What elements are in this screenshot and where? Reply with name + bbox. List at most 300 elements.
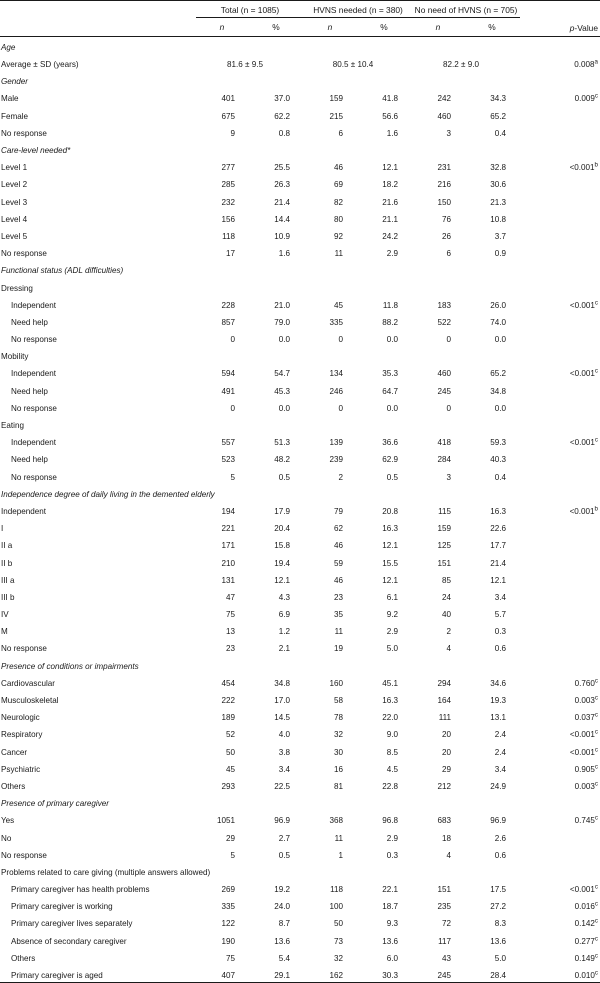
row-label: No response: [0, 845, 196, 862]
cell-hvns-needed-pct: 16.3: [356, 690, 412, 707]
cell-no-need-hvns-n: 117: [412, 931, 464, 948]
cell-total-n: 857: [196, 312, 248, 329]
cell-hvns-needed-n: 69: [304, 174, 356, 191]
subsection-header-label: Eating: [0, 415, 600, 432]
pvalue-footnote-marker: c: [595, 746, 598, 753]
cell-no-need-hvns-n: 242: [412, 88, 464, 105]
cell-pvalue: 0.010$^c$: [520, 965, 600, 983]
cell-hvns-needed-value: 80.5 ± 10.4: [304, 54, 412, 71]
cell-pvalue: [520, 398, 600, 415]
cell-hvns-needed-pct: 9.2: [356, 604, 412, 621]
cell-total-pct: 13.6: [248, 931, 304, 948]
cell-hvns-needed-pct: 36.6: [356, 432, 412, 449]
cell-total-pct: 4.0: [248, 724, 304, 741]
cell-hvns-needed-pct: 6.0: [356, 948, 412, 965]
cell-total-pct: 37.0: [248, 88, 304, 105]
cell-pvalue: 0.009$^c$: [520, 88, 600, 105]
cell-hvns-needed-n: 11: [304, 243, 356, 260]
pvalue-footnote-marker: c: [595, 93, 598, 100]
cell-pvalue: 0.905$^c$: [520, 759, 600, 776]
row-label: Others: [0, 776, 196, 793]
table-row: [0, 123, 600, 140]
cell-no-need-hvns-pct: 5.0: [464, 948, 520, 965]
row-label: Level 3: [0, 192, 196, 209]
row-label: Absence of secondary caregiver: [0, 931, 196, 948]
row-label: II b: [0, 552, 196, 569]
cell-no-need-hvns-pct: 22.6: [464, 518, 520, 535]
section-header-row: [0, 140, 600, 157]
cell-hvns-needed-pct: 15.5: [356, 552, 412, 569]
table-row: [0, 896, 600, 913]
table-row: [0, 724, 600, 741]
cell-hvns-needed-n: 23: [304, 587, 356, 604]
cell-no-need-hvns-n: 20: [412, 724, 464, 741]
pvalue-footnote-marker: c: [595, 901, 598, 908]
cell-no-need-hvns-n: 245: [412, 965, 464, 983]
cell-total-n: 269: [196, 879, 248, 896]
row-label: Level 2: [0, 174, 196, 191]
cell-total-pct: 1.2: [248, 621, 304, 638]
cell-no-need-hvns-pct: 0.6: [464, 845, 520, 862]
header-no-need-pct: %: [464, 18, 520, 36]
cell-hvns-needed-n: 215: [304, 106, 356, 123]
cell-total-pct: 0.5: [248, 467, 304, 484]
cell-hvns-needed-n: 11: [304, 621, 356, 638]
row-label: Neurologic: [0, 707, 196, 724]
cell-pvalue: [520, 535, 600, 552]
table-row: [0, 879, 600, 896]
row-label: Average ± SD (years): [0, 54, 196, 71]
cell-no-need-hvns-pct: 0.4: [464, 467, 520, 484]
subsection-header-label: Mobility: [0, 346, 600, 363]
cell-total-pct: 54.7: [248, 363, 304, 380]
cell-hvns-needed-n: 92: [304, 226, 356, 243]
cell-no-need-hvns-pct: 3.4: [464, 759, 520, 776]
pvalue-footnote-marker: c: [595, 952, 598, 959]
header-sub-blank-cell: [0, 18, 196, 36]
cell-total-n: 9: [196, 123, 248, 140]
cell-pvalue: [520, 621, 600, 638]
row-label: No response: [0, 398, 196, 415]
cell-pvalue: [520, 518, 600, 535]
cell-pvalue: [520, 570, 600, 587]
pvalue-footnote-marker: a: [595, 58, 598, 65]
cell-hvns-needed-pct: 12.1: [356, 570, 412, 587]
cell-no-need-hvns-n: 4: [412, 638, 464, 655]
row-label: Independent: [0, 363, 196, 380]
cell-no-need-hvns-pct: 0.3: [464, 621, 520, 638]
cell-total-n: 47: [196, 587, 248, 604]
table-row: [0, 604, 600, 621]
cell-no-need-hvns-n: 24: [412, 587, 464, 604]
cell-total-n: 0: [196, 329, 248, 346]
cell-hvns-needed-pct: 62.9: [356, 449, 412, 466]
cell-no-need-hvns-pct: 34.3: [464, 88, 520, 105]
cell-no-need-hvns-n: 43: [412, 948, 464, 965]
cell-pvalue: [520, 587, 600, 604]
cell-hvns-needed-pct: 88.2: [356, 312, 412, 329]
cell-total-pct: 29.1: [248, 965, 304, 983]
pvalue-footnote-marker: c: [595, 763, 598, 770]
cell-no-need-hvns-n: 2: [412, 621, 464, 638]
cell-total-pct: 45.3: [248, 381, 304, 398]
cell-total-n: 675: [196, 106, 248, 123]
table-row: [0, 174, 600, 191]
cell-pvalue: [520, 449, 600, 466]
cell-no-need-hvns-pct: 65.2: [464, 106, 520, 123]
table-row: [0, 931, 600, 948]
section-header-label: Presence of primary caregiver: [0, 793, 600, 810]
cell-total-pct: 2.1: [248, 638, 304, 655]
cell-total-pct: 79.0: [248, 312, 304, 329]
cell-hvns-needed-pct: 12.1: [356, 535, 412, 552]
row-label: Level 4: [0, 209, 196, 226]
header-hvns-needed-pct: %: [356, 18, 412, 36]
cell-total-n: 454: [196, 673, 248, 690]
cell-pvalue: <0.001$^c$: [520, 724, 600, 741]
cell-hvns-needed-pct: 2.9: [356, 243, 412, 260]
cell-no-need-hvns-value: 82.2 ± 9.0: [412, 54, 520, 71]
cell-pvalue: 0.149$^c$: [520, 948, 600, 965]
cell-hvns-needed-pct: 0.0: [356, 398, 412, 415]
cell-no-need-hvns-n: 151: [412, 552, 464, 569]
cell-hvns-needed-pct: 22.1: [356, 879, 412, 896]
section-header-label: Functional status (ADL difficulties): [0, 260, 600, 277]
header-blank-cell: [0, 1, 196, 18]
cell-hvns-needed-pct: 12.1: [356, 157, 412, 174]
section-header-row: [0, 484, 600, 501]
cell-no-need-hvns-pct: 96.9: [464, 810, 520, 827]
table-row: [0, 54, 600, 71]
cell-no-need-hvns-pct: 21.3: [464, 192, 520, 209]
section-header-label: Age: [0, 37, 600, 54]
cell-hvns-needed-pct: 20.8: [356, 501, 412, 518]
cell-total-pct: 1.6: [248, 243, 304, 260]
cell-total-n: 189: [196, 707, 248, 724]
cell-hvns-needed-pct: 56.6: [356, 106, 412, 123]
cell-total-n: 293: [196, 776, 248, 793]
cell-pvalue: 0.016$^c$: [520, 896, 600, 913]
header-group-total: Total (n = 1085): [196, 1, 304, 18]
cell-total-n: 23: [196, 638, 248, 655]
cell-hvns-needed-pct: 1.6: [356, 123, 412, 140]
row-label: Yes: [0, 810, 196, 827]
pvalue-footnote-marker: c: [595, 918, 598, 925]
cell-no-need-hvns-pct: 40.3: [464, 449, 520, 466]
cell-no-need-hvns-n: 125: [412, 535, 464, 552]
pvalue-footnote-marker: c: [595, 712, 598, 719]
cell-no-need-hvns-pct: 13.6: [464, 931, 520, 948]
cell-hvns-needed-n: 246: [304, 381, 356, 398]
cell-hvns-needed-pct: 2.9: [356, 827, 412, 844]
cell-no-need-hvns-pct: 28.4: [464, 965, 520, 983]
cell-total-pct: 3.4: [248, 759, 304, 776]
cell-pvalue: [520, 174, 600, 191]
cell-pvalue: [520, 209, 600, 226]
cell-no-need-hvns-n: 26: [412, 226, 464, 243]
cell-pvalue: 0.277$^c$: [520, 931, 600, 948]
cell-no-need-hvns-n: 4: [412, 845, 464, 862]
cell-total-pct: 25.5: [248, 157, 304, 174]
row-label: Others: [0, 948, 196, 965]
cell-hvns-needed-pct: 24.2: [356, 226, 412, 243]
cell-no-need-hvns-pct: 65.2: [464, 363, 520, 380]
table-row: [0, 742, 600, 759]
cell-hvns-needed-n: 59: [304, 552, 356, 569]
pvalue-footnote-marker: c: [595, 694, 598, 701]
cell-hvns-needed-pct: 16.3: [356, 518, 412, 535]
cell-pvalue: <0.001$^b$: [520, 157, 600, 174]
pvalue-footnote-marker: c: [595, 969, 598, 976]
cell-no-need-hvns-pct: 10.8: [464, 209, 520, 226]
cell-hvns-needed-n: 45: [304, 295, 356, 312]
cell-pvalue: <0.001$^c$: [520, 742, 600, 759]
cell-pvalue: <0.001$^c$: [520, 879, 600, 896]
row-label: I: [0, 518, 196, 535]
pvalue-footnote-marker: c: [595, 368, 598, 375]
cell-no-need-hvns-n: 212: [412, 776, 464, 793]
section-header-row: [0, 656, 600, 673]
cell-hvns-needed-pct: 9.0: [356, 724, 412, 741]
section-header-row: [0, 862, 600, 879]
cell-hvns-needed-pct: 0.0: [356, 329, 412, 346]
cell-hvns-needed-pct: 0.3: [356, 845, 412, 862]
cell-total-pct: 0.0: [248, 398, 304, 415]
cell-total-pct: 12.1: [248, 570, 304, 587]
cell-hvns-needed-pct: 22.8: [356, 776, 412, 793]
cell-total-pct: 21.4: [248, 192, 304, 209]
cell-total-pct: 14.4: [248, 209, 304, 226]
table-row: [0, 587, 600, 604]
cell-total-pct: 96.9: [248, 810, 304, 827]
cell-no-need-hvns-pct: 30.6: [464, 174, 520, 191]
cell-no-need-hvns-n: 20: [412, 742, 464, 759]
table-row: [0, 329, 600, 346]
cell-no-need-hvns-pct: 2.4: [464, 742, 520, 759]
cell-hvns-needed-n: 11: [304, 827, 356, 844]
cell-pvalue: [520, 381, 600, 398]
cell-no-need-hvns-n: 294: [412, 673, 464, 690]
cell-no-need-hvns-n: 111: [412, 707, 464, 724]
cell-pvalue: <0.001$^b$: [520, 501, 600, 518]
table-row: [0, 243, 600, 260]
section-header-label: Problems related to care giving (multiple answers allowed): [0, 862, 600, 879]
cell-hvns-needed-n: 139: [304, 432, 356, 449]
header-no-need-n: n: [412, 18, 464, 36]
cell-pvalue: [520, 243, 600, 260]
cell-total-n: 557: [196, 432, 248, 449]
cell-no-need-hvns-n: 18: [412, 827, 464, 844]
pvalue-footnote-marker: c: [595, 935, 598, 942]
table-row: [0, 209, 600, 226]
row-label: No response: [0, 123, 196, 140]
table-row: [0, 226, 600, 243]
cell-hvns-needed-n: 2: [304, 467, 356, 484]
row-label: Independent: [0, 295, 196, 312]
cell-no-need-hvns-pct: 17.7: [464, 535, 520, 552]
cell-pvalue: [520, 123, 600, 140]
cell-total-n: 171: [196, 535, 248, 552]
cell-total-n: 594: [196, 363, 248, 380]
table-row: [0, 157, 600, 174]
cell-pvalue: 0.760$^c$: [520, 673, 600, 690]
cell-total-n: 1051: [196, 810, 248, 827]
cell-total-n: 285: [196, 174, 248, 191]
cell-no-need-hvns-n: 0: [412, 329, 464, 346]
cell-pvalue: 0.037$^c$: [520, 707, 600, 724]
row-label: Independent: [0, 432, 196, 449]
cell-no-need-hvns-pct: 5.7: [464, 604, 520, 621]
cell-no-need-hvns-n: 522: [412, 312, 464, 329]
cell-no-need-hvns-pct: 12.1: [464, 570, 520, 587]
cell-no-need-hvns-pct: 2.4: [464, 724, 520, 741]
cell-hvns-needed-pct: 6.1: [356, 587, 412, 604]
cell-no-need-hvns-n: 231: [412, 157, 464, 174]
row-label: Independent: [0, 501, 196, 518]
cell-no-need-hvns-n: 85: [412, 570, 464, 587]
cell-total-pct: 0.8: [248, 123, 304, 140]
cell-pvalue: 0.003$^c$: [520, 776, 600, 793]
cell-hvns-needed-n: 58: [304, 690, 356, 707]
cell-hvns-needed-n: 46: [304, 570, 356, 587]
table-head: [0, 1, 600, 37]
cell-total-pct: 0.5: [248, 845, 304, 862]
section-header-row: [0, 37, 600, 54]
cell-hvns-needed-n: 73: [304, 931, 356, 948]
table-row: [0, 845, 600, 862]
cell-hvns-needed-pct: 13.6: [356, 931, 412, 948]
cell-total-pct: 19.4: [248, 552, 304, 569]
cell-total-pct: 20.4: [248, 518, 304, 535]
table-row: [0, 449, 600, 466]
cell-hvns-needed-n: 19: [304, 638, 356, 655]
cell-hvns-needed-n: 134: [304, 363, 356, 380]
cell-no-need-hvns-pct: 34.8: [464, 381, 520, 398]
cell-hvns-needed-n: 32: [304, 724, 356, 741]
row-label: IV: [0, 604, 196, 621]
cell-no-need-hvns-pct: 17.5: [464, 879, 520, 896]
table-row: [0, 312, 600, 329]
cell-no-need-hvns-pct: 0.9: [464, 243, 520, 260]
cell-hvns-needed-n: 368: [304, 810, 356, 827]
cell-no-need-hvns-pct: 16.3: [464, 501, 520, 518]
cell-total-n: 210: [196, 552, 248, 569]
table-row: [0, 690, 600, 707]
cell-total-n: 118: [196, 226, 248, 243]
cell-total-n: 13: [196, 621, 248, 638]
cell-no-need-hvns-n: 72: [412, 913, 464, 930]
cell-total-n: 228: [196, 295, 248, 312]
table-row: [0, 192, 600, 209]
table-row: [0, 518, 600, 535]
table-row: [0, 467, 600, 484]
cell-pvalue: <0.001$^c$: [520, 295, 600, 312]
cell-hvns-needed-n: 50: [304, 913, 356, 930]
cell-no-need-hvns-n: 159: [412, 518, 464, 535]
cell-hvns-needed-n: 159: [304, 88, 356, 105]
cell-pvalue: [520, 467, 600, 484]
cell-total-n: 29: [196, 827, 248, 844]
cell-no-need-hvns-pct: 13.1: [464, 707, 520, 724]
cell-total-n: 122: [196, 913, 248, 930]
cell-no-need-hvns-pct: 3.4: [464, 587, 520, 604]
cell-hvns-needed-n: 30: [304, 742, 356, 759]
cell-hvns-needed-pct: 22.0: [356, 707, 412, 724]
cell-pvalue: [520, 192, 600, 209]
row-label: Level 1: [0, 157, 196, 174]
cell-total-n: 491: [196, 381, 248, 398]
cell-pvalue: [520, 552, 600, 569]
cell-hvns-needed-pct: 2.9: [356, 621, 412, 638]
pvalue-footnote-marker: c: [595, 299, 598, 306]
cell-hvns-needed-n: 160: [304, 673, 356, 690]
header-total-pct: %: [248, 18, 304, 36]
cell-hvns-needed-pct: 21.6: [356, 192, 412, 209]
cell-hvns-needed-n: 16: [304, 759, 356, 776]
cell-no-need-hvns-pct: 0.0: [464, 398, 520, 415]
cell-hvns-needed-pct: 96.8: [356, 810, 412, 827]
row-label: No response: [0, 467, 196, 484]
pvalue-footnote-marker: c: [595, 729, 598, 736]
cell-total-n: 221: [196, 518, 248, 535]
pvalue-footnote-marker: b: [595, 162, 598, 169]
section-header-row: [0, 71, 600, 88]
cell-hvns-needed-n: 162: [304, 965, 356, 983]
cell-hvns-needed-n: 79: [304, 501, 356, 518]
header-group-hvns-needed: HVNS needed (n = 380): [304, 1, 412, 18]
row-label: III b: [0, 587, 196, 604]
cell-hvns-needed-n: 82: [304, 192, 356, 209]
table-row: [0, 501, 600, 518]
row-label: M: [0, 621, 196, 638]
header-group-no-need-hvns: No need of HVNS (n = 705): [412, 1, 520, 18]
cell-hvns-needed-n: 6: [304, 123, 356, 140]
pvalue-footnote-marker: c: [595, 815, 598, 822]
row-label: Need help: [0, 449, 196, 466]
row-label: Male: [0, 88, 196, 105]
cell-total-pct: 19.2: [248, 879, 304, 896]
cell-hvns-needed-n: 0: [304, 329, 356, 346]
table-row: [0, 570, 600, 587]
cell-no-need-hvns-n: 235: [412, 896, 464, 913]
cell-total-pct: 51.3: [248, 432, 304, 449]
table-row: [0, 638, 600, 655]
cell-no-need-hvns-pct: 2.6: [464, 827, 520, 844]
cell-no-need-hvns-n: 284: [412, 449, 464, 466]
cell-hvns-needed-n: 118: [304, 879, 356, 896]
cell-no-need-hvns-n: 216: [412, 174, 464, 191]
cell-total-pct: 2.7: [248, 827, 304, 844]
row-label: Primary caregiver is aged: [0, 965, 196, 983]
subsection-header-row: [0, 346, 600, 363]
cell-total-pct: 15.8: [248, 535, 304, 552]
cell-total-pct: 26.3: [248, 174, 304, 191]
cell-total-pct: 3.8: [248, 742, 304, 759]
cell-no-need-hvns-pct: 0.6: [464, 638, 520, 655]
header-group-row: [0, 1, 600, 18]
cell-hvns-needed-pct: 30.3: [356, 965, 412, 983]
cell-total-pct: 17.0: [248, 690, 304, 707]
cell-no-need-hvns-n: 3: [412, 123, 464, 140]
cell-hvns-needed-n: 78: [304, 707, 356, 724]
cell-total-n: 75: [196, 604, 248, 621]
pvalue-footnote-marker: c: [595, 437, 598, 444]
cell-total-pct: 6.9: [248, 604, 304, 621]
table-row: [0, 295, 600, 312]
table-row: [0, 106, 600, 123]
cell-total-pct: 5.4: [248, 948, 304, 965]
row-label: No: [0, 827, 196, 844]
